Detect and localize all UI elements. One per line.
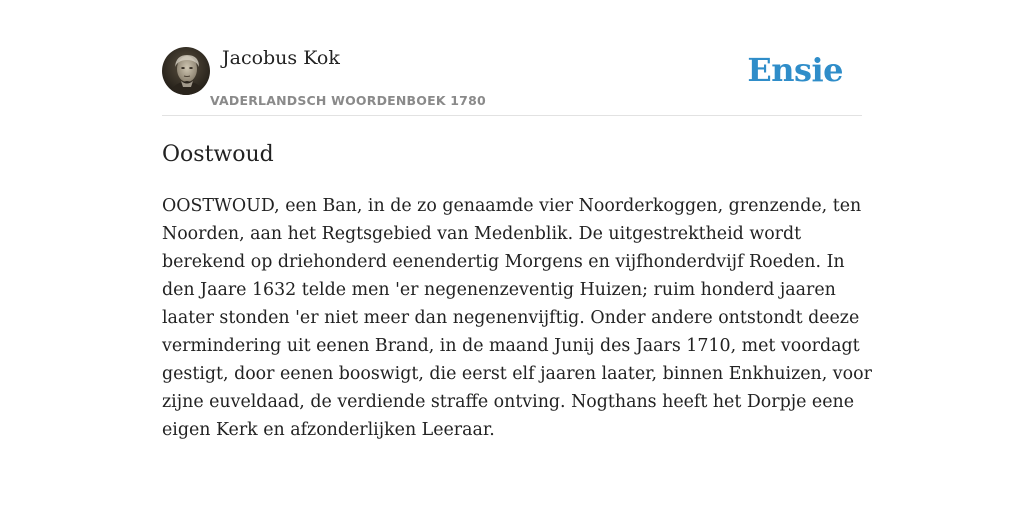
header-divider (162, 115, 862, 116)
entry-card (162, 0, 872, 512)
source-label[interactable]: VADERLANDSCH WOORDENBOEK 1780 (210, 93, 486, 108)
ensie-logo[interactable]: Ensie (747, 51, 843, 89)
entry-title: Oostwoud (162, 142, 274, 167)
entry-text: OOSTWOUD, een Ban, in de zo genaamde vier Noorderkoggen, grenzende, ten Noorden, aan het Regtsgebied van Medenblik. De uitgestrektheid wordt berekend op driehonderd eenendertig Morgens en vijfhonderdvijf Roeden. In den Jaare 1632 telde men 'er negenenzeventig Huizen; ruim honderd jaaren laater stonden 'er niet meer dan negenenvijftig. Onder andere ontstondt deeze vermindering uit eenen Brand, in de maand Junij des Jaars 1710, met voordagt gestigt, door eenen booswigt, die eerst elf jaaren laater, binnen Enkhuizen, voor zijne euveldaad, de verdiende straffe ontving. Nogthans heeft het Dorpje eene eigen Kerk en afzonderlijken Leeraar. (162, 196, 872, 440)
author-avatar[interactable] (162, 47, 210, 95)
portrait-icon (162, 47, 210, 95)
author-name[interactable]: Jacobus Kok (222, 47, 340, 69)
